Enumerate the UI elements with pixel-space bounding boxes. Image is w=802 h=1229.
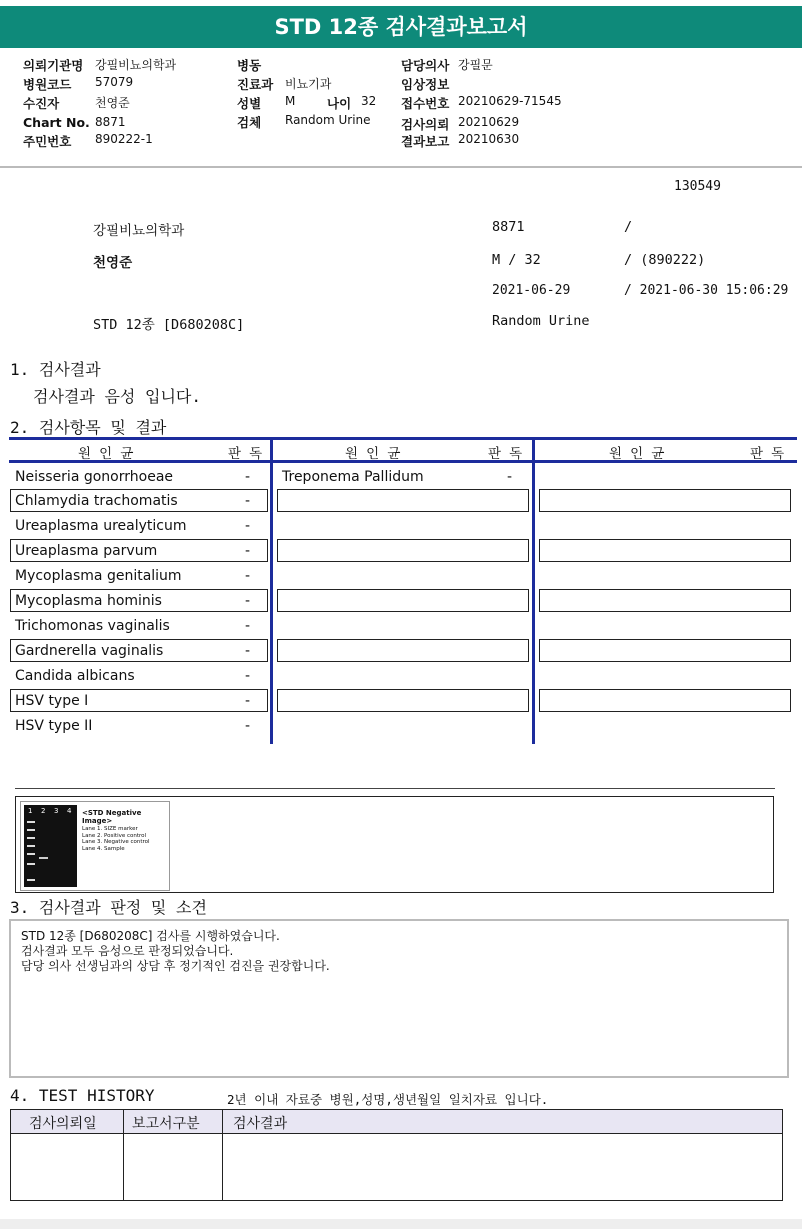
- info-hospital: 강필비뇨의학과: [93, 223, 185, 239]
- value-chart-no: 8871: [95, 115, 126, 129]
- pathogen-name: Treponema Pallidum: [282, 469, 424, 485]
- gel-title: <STD Negative Image>: [82, 809, 142, 825]
- empty-cell: [277, 689, 529, 712]
- pathogen-name: Mycoplasma hominis: [15, 593, 162, 609]
- header-result-2: 판 독: [488, 446, 523, 462]
- value-request-date: 20210629: [458, 115, 520, 129]
- history-table: [10, 1109, 783, 1201]
- pathogen-name: HSV type I: [15, 693, 89, 709]
- label-specimen: 검체: [237, 115, 262, 130]
- pathogen-name: Trichomonas vaginalis: [15, 618, 170, 634]
- table-divider-1: [270, 437, 273, 744]
- opinion-box: [9, 919, 789, 1078]
- pathogen-result: -: [245, 643, 251, 659]
- lane-label: 3: [54, 807, 59, 815]
- value-hospital-code: 57079: [95, 75, 134, 89]
- gel-band: [27, 879, 35, 881]
- opinion-line: 담당 의사 선생님과의 상담 후 정기적인 검진을 권장합니다.: [21, 959, 330, 973]
- header-pathogen-1: 원 인 균: [78, 446, 134, 462]
- pathogen-result: -: [245, 718, 251, 734]
- gel-band: [27, 863, 35, 865]
- value-specimen: Random Urine: [285, 113, 371, 127]
- label-clinical-info: 임상정보: [401, 77, 450, 92]
- label-report-date: 결과보고: [401, 134, 450, 149]
- pathogen-row: [10, 614, 268, 637]
- empty-cell: [539, 689, 791, 712]
- gel-legend: [82, 826, 150, 852]
- empty-cell: [277, 539, 529, 562]
- value-receipt-no: 20210629-71545: [458, 94, 562, 108]
- table-divider-2: [532, 437, 535, 744]
- pathogen-row: [10, 489, 268, 512]
- gel-legend-item: Lane 3. Negative control: [82, 839, 150, 845]
- pathogen-row: [10, 465, 268, 488]
- section1-result: 검사결과 음성 입니다.: [33, 387, 202, 406]
- history-header-type: 보고서구분: [132, 1116, 200, 1132]
- label-hospital-code: 병원코드: [23, 77, 72, 92]
- history-note: 2년 이내 자료중 병원,성명,생년월일 일치자료 입니다.: [227, 1092, 549, 1107]
- label-institution: 의뢰기관명: [23, 58, 84, 73]
- history-header-result: 검사결과: [233, 1116, 288, 1132]
- info-date1: 2021-06-29: [492, 283, 571, 298]
- gel-band: [27, 837, 35, 839]
- gel-legend-item: Lane 4. Sample: [82, 845, 125, 852]
- empty-cell: [277, 489, 529, 512]
- pathogen-row: [10, 639, 268, 662]
- label-receipt-no: 접수번호: [401, 96, 450, 111]
- pathogen-name: Candida albicans: [15, 668, 135, 684]
- pathogen-result: -: [245, 568, 251, 584]
- pathogen-name: Gardnerella vaginalis: [15, 643, 164, 659]
- info-sex-age: M / 32: [492, 252, 541, 268]
- label-department: 진료과: [237, 77, 274, 92]
- pathogen-row: [10, 589, 268, 612]
- section2-heading: 2. 검사항목 및 결과: [10, 418, 167, 437]
- pathogen-result: -: [245, 543, 251, 559]
- report-header: [0, 48, 802, 168]
- report-title: STD 12종 검사결과보고서: [0, 6, 802, 48]
- label-age: 나이: [327, 96, 352, 111]
- empty-cell: [539, 539, 791, 562]
- pathogen-result: -: [245, 593, 251, 609]
- lane-label: 4: [67, 807, 72, 815]
- gel-panel: [24, 805, 77, 887]
- pathogen-row: [10, 564, 268, 587]
- lane-label: 2: [41, 807, 46, 815]
- info-date2: / 2021-06-30 15:06:29: [624, 283, 789, 298]
- value-sex: M: [285, 94, 296, 108]
- history-col-divider: [123, 1110, 124, 1200]
- info-chart: 8871: [492, 219, 525, 235]
- gel-band: [27, 845, 35, 847]
- gel-band: [39, 857, 48, 859]
- gel-image: [20, 801, 170, 891]
- pathogen-result: -: [245, 518, 251, 534]
- pathogen-name: Ureaplasma urealyticum: [15, 518, 187, 534]
- opinion-line: STD 12종 [D680208C] 검사를 시행하였습니다.: [21, 929, 280, 943]
- history-col-divider: [222, 1110, 223, 1200]
- pathogen-row: [10, 664, 268, 687]
- pathogen-row: [277, 465, 529, 488]
- section4-heading: 4. TEST HISTORY: [10, 1086, 155, 1105]
- pathogen-result: -: [245, 469, 251, 485]
- empty-cell: [277, 589, 529, 612]
- report-code: 130549: [674, 179, 721, 194]
- label-patient: 수진자: [23, 96, 60, 111]
- gel-legend-item: Lane 2. Positive control: [82, 832, 147, 839]
- pathogen-result: -: [245, 493, 251, 509]
- value-institution: 강필비뇨의학과: [95, 58, 177, 72]
- info-birth: / (890222): [624, 252, 706, 268]
- gel-band: [27, 821, 35, 823]
- label-request-date: 검사의뢰: [401, 117, 450, 132]
- label-resident-no: 주민번호: [23, 134, 72, 149]
- label-sex: 성별: [237, 96, 262, 111]
- header-result-1: 판 독: [228, 446, 263, 462]
- pathogen-row: [10, 714, 268, 737]
- pathogen-row: [10, 514, 268, 537]
- empty-cell: [539, 639, 791, 662]
- gel-divider: [15, 788, 775, 789]
- empty-cell: [539, 589, 791, 612]
- value-department: 비뇨기과: [285, 77, 332, 91]
- history-header-date: 검사의뢰일: [29, 1116, 97, 1132]
- pathogen-result: -: [245, 693, 251, 709]
- pathogen-result: -: [245, 668, 251, 684]
- label-chart-no: Chart No.: [23, 115, 90, 130]
- gel-legend-item: Lane 1. SIZE marker: [82, 826, 138, 832]
- lane-label: 1: [28, 807, 33, 815]
- pathogen-name: Ureaplasma parvum: [15, 543, 158, 559]
- page-footer-bar: [0, 1219, 802, 1229]
- pathogen-name: Chlamydia trachomatis: [15, 493, 178, 509]
- gel-band: [27, 829, 35, 831]
- empty-cell: [277, 639, 529, 662]
- value-resident-no: 890222-1: [95, 132, 153, 146]
- value-patient: 천영준: [95, 96, 130, 110]
- gel-image-frame: [15, 796, 774, 893]
- pathogen-row: [10, 689, 268, 712]
- header-result-3: 판 독: [750, 446, 785, 462]
- value-doctor: 강필문: [458, 58, 493, 72]
- table-top-line: [9, 437, 797, 440]
- section1-heading: 1. 검사결과: [10, 360, 101, 379]
- pathogen-name: Neisseria gonorrhoeae: [15, 469, 174, 485]
- empty-cell: [539, 489, 791, 512]
- info-specimen: Random Urine: [492, 313, 590, 329]
- pathogen-name: HSV type II: [15, 718, 93, 734]
- pathogen-row: [10, 539, 268, 562]
- pathogen-result: -: [507, 469, 513, 485]
- label-doctor: 담당의사: [401, 58, 450, 73]
- info-slash: /: [624, 219, 633, 235]
- header-pathogen-3: 원 인 균: [609, 446, 665, 462]
- label-ward: 병동: [237, 58, 262, 73]
- opinion-line: 검사결과 모두 음성으로 판정되었습니다.: [21, 944, 234, 958]
- info-patient: 천영준: [93, 255, 133, 271]
- pathogen-result: -: [245, 618, 251, 634]
- value-report-date: 20210630: [458, 132, 520, 146]
- value-age: 32: [361, 94, 377, 108]
- info-test: STD 12종 [D680208C]: [93, 317, 245, 333]
- pathogen-name: Mycoplasma genitalium: [15, 568, 182, 584]
- history-header-row: [11, 1110, 782, 1134]
- header-pathogen-2: 원 인 균: [345, 446, 401, 462]
- section3-heading: 3. 검사결과 판정 및 소견: [10, 898, 207, 917]
- gel-band: [27, 853, 35, 855]
